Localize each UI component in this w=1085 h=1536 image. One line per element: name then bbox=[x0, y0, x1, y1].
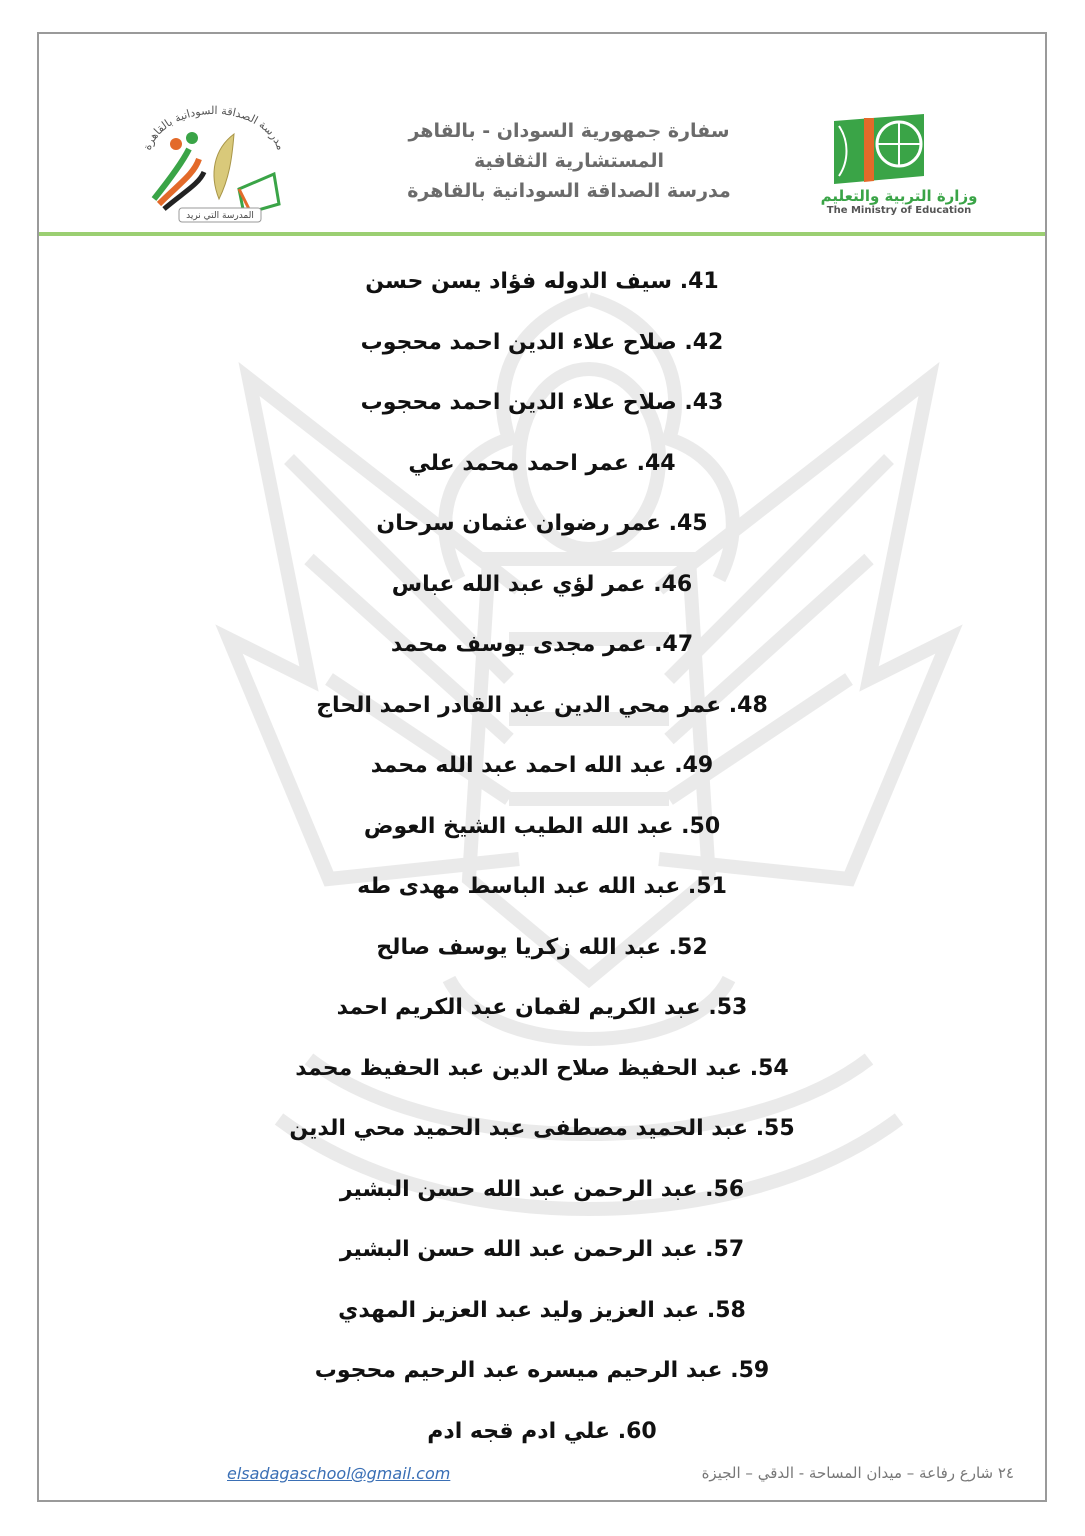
document-page bbox=[37, 32, 1047, 1502]
header-divider bbox=[39, 232, 1045, 236]
school-logo-arc-text: مدرسة الصداقة السودانية بالقاهرة bbox=[140, 104, 288, 152]
list-item: 46. عمر لؤي عبد الله عباس bbox=[391, 571, 693, 597]
header-school-line: مدرسة الصداقة السودانية بالقاهرة bbox=[407, 180, 731, 202]
list-item: 41. سيف الدوله فؤاد يسن حسن bbox=[365, 269, 719, 294]
list-item: 42. صلاح علاء الدين احمد محجوب bbox=[360, 329, 724, 355]
list-item: 51. عبد الله عبد الباسط مهدى طه bbox=[357, 874, 727, 899]
header-embassy-line: سفارة جمهورية السودان - بالقاهر bbox=[408, 120, 730, 142]
ministry-arabic-name: وزارة التربية والتعليم bbox=[820, 187, 978, 205]
list-item: 59. عبد الرحيم ميسره عبد الرحيم محجوب bbox=[314, 1358, 770, 1383]
list-item: 50. عبد الله الطيب الشيخ العوض bbox=[363, 813, 721, 839]
list-item: 55. عبد الحميد مصطفى عبد الحميد محي الدين bbox=[289, 1116, 795, 1141]
list-item: 58. عبد العزيز وليد عبد العزيز المهدي bbox=[338, 1297, 746, 1323]
header-title-block bbox=[369, 116, 769, 206]
list-item: 54. عبد الحفيظ صلاح الدين عبد الحفيظ محمد bbox=[295, 1055, 789, 1081]
list-item: 43. صلاح علاء الدين احمد محجوب bbox=[360, 390, 724, 415]
student-list bbox=[39, 252, 1045, 1462]
school-motto: المدرسة التي نريد bbox=[186, 211, 254, 221]
ministry-logo-icon bbox=[794, 106, 1004, 216]
ministry-english-name: The Ministry of Education bbox=[826, 205, 972, 216]
school-logo-icon bbox=[134, 104, 294, 224]
header-attache-line: المستشارية الثقافية bbox=[473, 150, 665, 172]
list-item: 47. عمر مجدى يوسف محمد bbox=[390, 632, 694, 657]
list-item: 57. عبد الرحمن عبد الله حسن البشير bbox=[339, 1237, 745, 1262]
list-item: 52. عبد الله زكريا يوسف صالح bbox=[376, 934, 708, 960]
list-item: 56. عبد الرحمن عبد الله حسن البشير bbox=[339, 1176, 745, 1202]
list-item: 53. عبد الكريم لقمان عبد الكريم احمد bbox=[336, 995, 748, 1020]
list-item: 49. عبد الله احمد عبد الله محمد bbox=[370, 753, 714, 778]
letterhead bbox=[39, 34, 1045, 244]
footer-address: ٢٤ شارع رفاعة – ميدان المساحة - الدقي – الجيزة bbox=[701, 1464, 1014, 1482]
list-item: 60. علي ادم قجه ادم bbox=[427, 1418, 657, 1444]
svg-text:مدرسة الصداقة السودانية بالقاه bbox=[141, 104, 288, 152]
list-item: 45. عمر رضوان عثمان سرحان bbox=[376, 511, 708, 536]
list-item: 48. عمر محي الدين عبد القادر احمد الحاج bbox=[316, 692, 768, 718]
list-item: 44. عمر احمد محمد علي bbox=[408, 450, 676, 476]
footer-email-link[interactable]: elsadagaschool@gmail.com bbox=[227, 1464, 451, 1483]
